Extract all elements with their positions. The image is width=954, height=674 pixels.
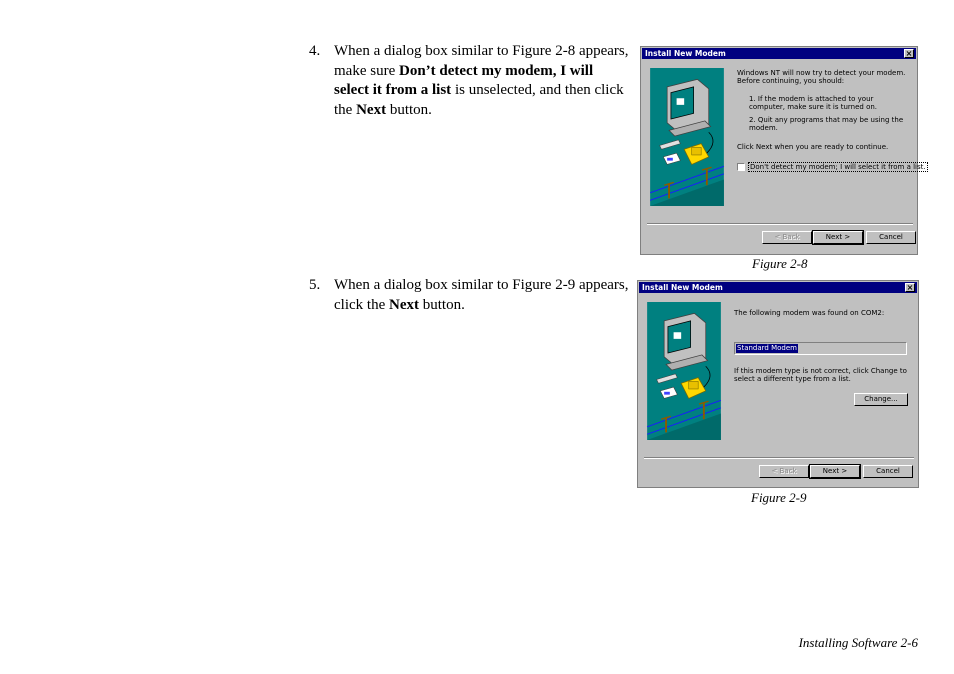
close-icon: × [906,283,914,292]
dialog-title: Install New Modem [645,49,726,58]
dialog-titlebar [642,48,916,59]
detect-item-1: 1. If the modem is attached to your computer, make sure it is turned on. [749,95,878,111]
figure-caption-2-9: Figure 2-9 [751,490,807,505]
cancel-button[interactable]: Cancel [863,465,913,478]
next-button[interactable]: Next > [813,231,863,244]
install-new-modem-dialog-detect [640,46,926,255]
dont-detect-checkbox[interactable] [737,163,745,171]
cancel-button[interactable]: Cancel [866,231,916,244]
back-button[interactable]: < Back [762,231,812,244]
button-separator [644,457,914,459]
dont-detect-checkbox-label[interactable]: Don't detect my modem; I will select it from a list. [750,163,926,171]
back-button[interactable]: < Back [759,465,809,478]
change-button[interactable]: Change... [854,393,908,406]
modem-name-field[interactable] [734,342,907,355]
next-button[interactable]: Next > [810,465,860,478]
detect-instruction: Click Next when you are ready to continue. [737,143,889,151]
button-separator [647,223,913,225]
close-button[interactable] [904,49,914,58]
modem-name: Standard Modem [737,344,797,352]
install-new-modem-dialog-found [637,280,919,488]
detect-intro: Windows NT will now try to detect your modem. Before continuing, you should: [737,69,906,85]
figure-caption-2-8: Figure 2-8 [752,256,808,271]
modem-computer-illustration [645,302,723,440]
step-number: 4. [309,43,321,59]
modem-computer-illustration [648,68,726,206]
step-text: When a dialog box similar to Figure 2-8 appears, make sure Don’t detect my modem, I will select it from a list is unselected, and then click the Next button. [334,43,629,118]
change-hint: If this modem type is not correct, click Change to select a different type from a list. [734,367,907,383]
close-button[interactable] [905,283,915,292]
detect-item-2: 2. Quit any programs that may be using the modem. [749,116,904,132]
step-text: When a dialog box similar to Figure 2-9 appears, click the Next button. [334,277,629,313]
step-number: 5. [309,277,321,293]
page-footer: Installing Software 2-6 [798,635,918,650]
dialog-titlebar [639,282,917,293]
close-icon: × [905,49,913,58]
found-text: The following modem was found on COM2: [734,309,885,317]
dialog-title: Install New Modem [642,283,723,292]
